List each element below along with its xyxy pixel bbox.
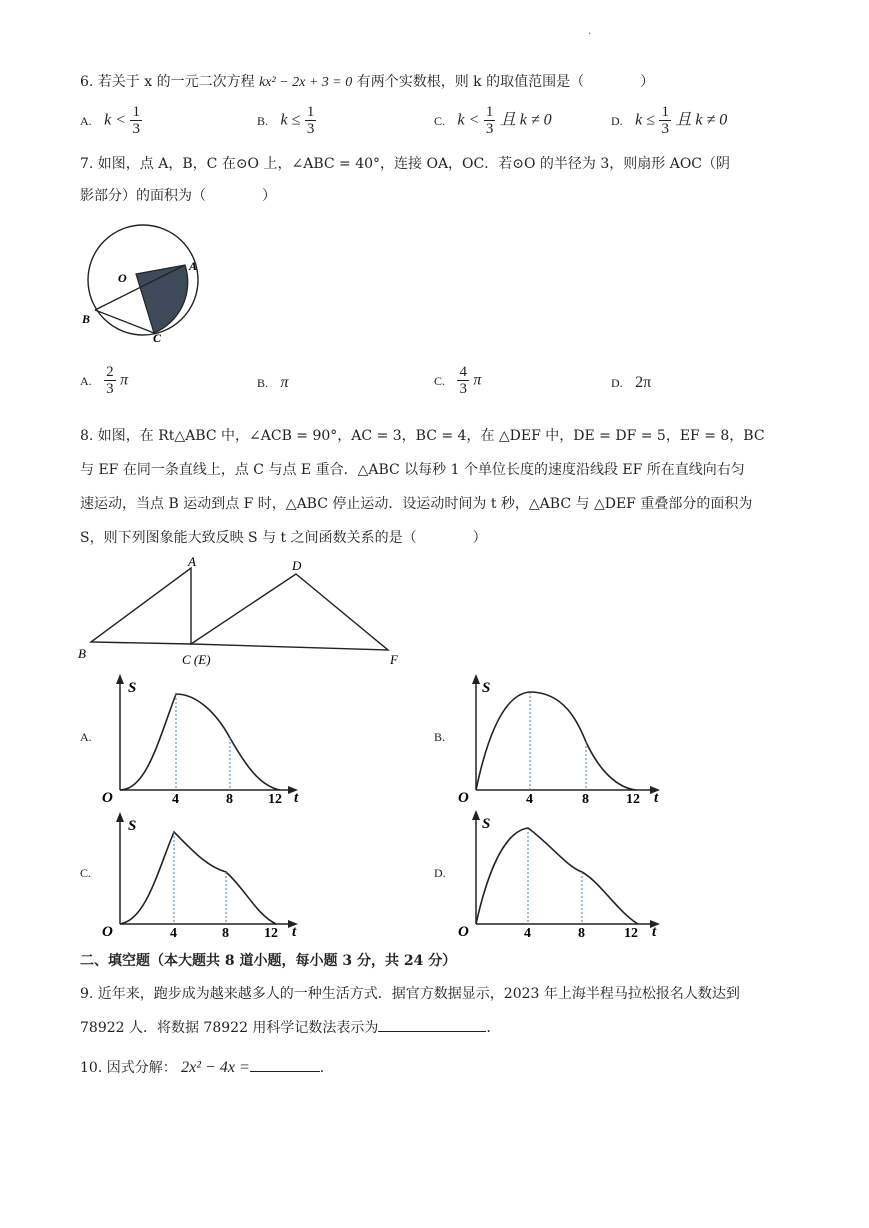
fraction <box>104 364 116 397</box>
option-value: π <box>280 374 289 391</box>
curve <box>120 832 276 924</box>
label-o: O <box>458 924 469 940</box>
label-f: F <box>390 652 398 667</box>
tick-4: 4 <box>170 926 177 941</box>
label-a: A <box>189 259 198 273</box>
label-ce: C (E) <box>182 652 211 667</box>
label-b: B <box>82 312 91 326</box>
fraction-denominator: 3 <box>459 381 467 397</box>
q6-option-b[interactable] <box>257 104 316 137</box>
fraction-numerator: 4 <box>459 364 467 380</box>
label-s: S <box>128 818 137 834</box>
tick-8: 8 <box>582 792 589 807</box>
option-value: 2π <box>635 374 652 391</box>
option-condition: 且 k ≠ 0 <box>499 111 552 129</box>
y-axis-arrow <box>116 812 124 822</box>
q6-stem-pre: 6. 若关于 x 的一元二次方程 <box>80 74 255 90</box>
fraction <box>457 364 469 397</box>
label-d: D <box>292 558 302 573</box>
q8-option-c-label[interactable]: C. <box>80 866 92 880</box>
q8-stem-line1: 8. 如图，在 Rt△ABC 中，∠ACB = 90°，AC = 3，BC = 4，在 △DEF 中，DE = DF = 5，EF = 8，BC <box>80 428 765 444</box>
fraction-denominator: 3 <box>485 121 494 137</box>
label-a: A <box>188 554 196 569</box>
q9-stem-line2 <box>80 1018 500 1038</box>
tick-12: 12 <box>264 926 278 941</box>
q8-option-d-label[interactable]: D. <box>434 866 446 880</box>
q8-stem-line2: 与 EF 在同一条直线上，点 C 与点 E 重合．△ABC 以每秒 1 个单位长度的速度沿线段 EF 所在直线向右匀 <box>80 462 745 478</box>
fraction-numerator: 1 <box>485 104 494 120</box>
triangle-def <box>191 574 388 650</box>
q8-option-c-graph[interactable] <box>96 810 306 942</box>
y-axis-arrow <box>116 674 124 684</box>
q9-stem-text: 78922 人．将数据 78922 用科学记数法表示为 <box>80 1020 379 1036</box>
q9-answer-blank[interactable] <box>378 1031 486 1032</box>
q10-stem-pre: 10. 因式分解： <box>80 1060 177 1076</box>
q8-stem-line4: S，则下列图象能大致反映 S 与 t 之间函数关系的是（ ） <box>80 530 487 546</box>
q8-stem-line3: 速运动，当点 B 运动到点 F 时，△ABC 停止运动．设运动时间为 t 秒，△ABC 与 △DEF 重叠部分的面积为 <box>80 496 753 512</box>
q8-option-a-graph[interactable] <box>96 672 306 808</box>
q7-stem-line1: 7. 如图，点 A，B，C 在⊙O 上，∠ABC = 40°，连接 OA，OC．若⊙O 的半径为 3，则扇形 AOC（阴 <box>80 156 731 172</box>
curve <box>476 828 638 924</box>
curve <box>476 692 636 790</box>
option-relation: k ≤ <box>635 111 656 129</box>
label-o: O <box>102 924 113 940</box>
q6-option-d[interactable] <box>611 104 727 137</box>
tick-12: 12 <box>626 792 640 807</box>
curve <box>120 694 280 790</box>
q7-option-c[interactable] <box>434 364 481 397</box>
fraction-denominator: 3 <box>106 381 114 397</box>
section-title: 二、填空题（本大题共 8 道小题，每小题 3 分，共 24 分） <box>80 953 457 969</box>
option-label: A. <box>80 113 92 128</box>
q9-stem-line1: 9. 近年来，跑步成为越来越多人的一种生活方式．据官方数据显示，2023 年上海半程马拉松报名人数达到 <box>80 986 740 1002</box>
top-mark: . <box>588 26 592 37</box>
q6-option-c[interactable] <box>434 104 552 137</box>
option-relation: k ≤ <box>280 111 301 129</box>
option-label: D. <box>611 113 623 128</box>
fraction-numerator: 2 <box>106 364 114 380</box>
q6-stem-post: 有两个实数根，则 k 的取值范围是（ ） <box>356 74 655 90</box>
q7-option-b[interactable] <box>257 374 288 392</box>
fraction <box>305 104 317 137</box>
sector-aoc <box>136 265 188 333</box>
option-value: π <box>473 371 482 389</box>
q6-stem <box>80 72 654 93</box>
q8-triangles-figure <box>74 554 414 670</box>
tick-4: 4 <box>526 792 533 807</box>
q6-option-a[interactable] <box>80 104 142 137</box>
q10-stem-end: ． <box>319 1060 334 1076</box>
q6-equation: kx² − 2x + 3 = 0 <box>259 75 353 90</box>
option-label: C. <box>434 373 446 388</box>
option-value: π <box>120 371 129 389</box>
q7-stem-line2: 影部分）的面积为（ ） <box>80 188 276 204</box>
label-o: O <box>102 790 113 806</box>
q8-option-b-graph[interactable] <box>454 672 668 808</box>
tick-12: 12 <box>624 926 638 941</box>
option-label: B. <box>257 113 269 128</box>
option-relation: k < <box>457 111 480 129</box>
label-t: t <box>294 790 299 806</box>
label-s: S <box>482 816 491 832</box>
y-axis-arrow <box>472 810 480 820</box>
label-s: S <box>128 680 137 696</box>
option-label: B. <box>257 376 269 390</box>
q8-option-a-label[interactable]: A. <box>80 730 92 744</box>
tick-4: 4 <box>172 792 179 807</box>
fraction-denominator: 3 <box>132 121 140 137</box>
label-t: t <box>654 790 659 806</box>
fraction-denominator: 3 <box>306 121 315 137</box>
q7-option-d[interactable] <box>611 374 651 392</box>
q10-stem <box>80 1058 334 1078</box>
tick-4: 4 <box>524 926 531 941</box>
fraction-denominator: 3 <box>661 121 669 137</box>
fraction-numerator: 1 <box>132 104 140 120</box>
label-t: t <box>292 924 297 940</box>
option-label: C. <box>434 113 446 128</box>
q7-circle-figure <box>74 218 214 346</box>
label-t: t <box>652 924 657 940</box>
fraction-numerator: 1 <box>306 104 315 120</box>
y-axis-arrow <box>472 674 480 684</box>
label-o: O <box>458 790 469 806</box>
option-label: D. <box>611 376 623 390</box>
option-condition: 且 k ≠ 0 <box>675 111 728 129</box>
segment-bc <box>95 310 154 333</box>
q8-option-b-label[interactable]: B. <box>434 730 446 744</box>
label-b: B <box>78 646 86 661</box>
tick-12: 12 <box>268 792 282 807</box>
fraction <box>484 104 496 137</box>
fraction-numerator: 1 <box>661 104 669 120</box>
triangle-abc <box>91 568 191 644</box>
fraction <box>130 104 142 137</box>
tick-8: 8 <box>578 926 585 941</box>
option-relation: k < <box>104 111 127 129</box>
label-s: S <box>482 680 491 696</box>
q9-stem-end: ． <box>486 1020 501 1036</box>
tick-8: 8 <box>222 926 229 941</box>
tick-8: 8 <box>226 792 233 807</box>
label-c: C <box>153 331 162 345</box>
q7-option-a[interactable] <box>80 364 128 397</box>
q10-expression: 2x² − 4x = <box>181 1059 250 1076</box>
q10-answer-blank[interactable] <box>250 1071 320 1072</box>
q8-option-d-graph[interactable] <box>454 808 668 942</box>
fraction <box>659 104 671 137</box>
label-o: O <box>118 271 127 285</box>
option-label: A. <box>80 373 92 388</box>
